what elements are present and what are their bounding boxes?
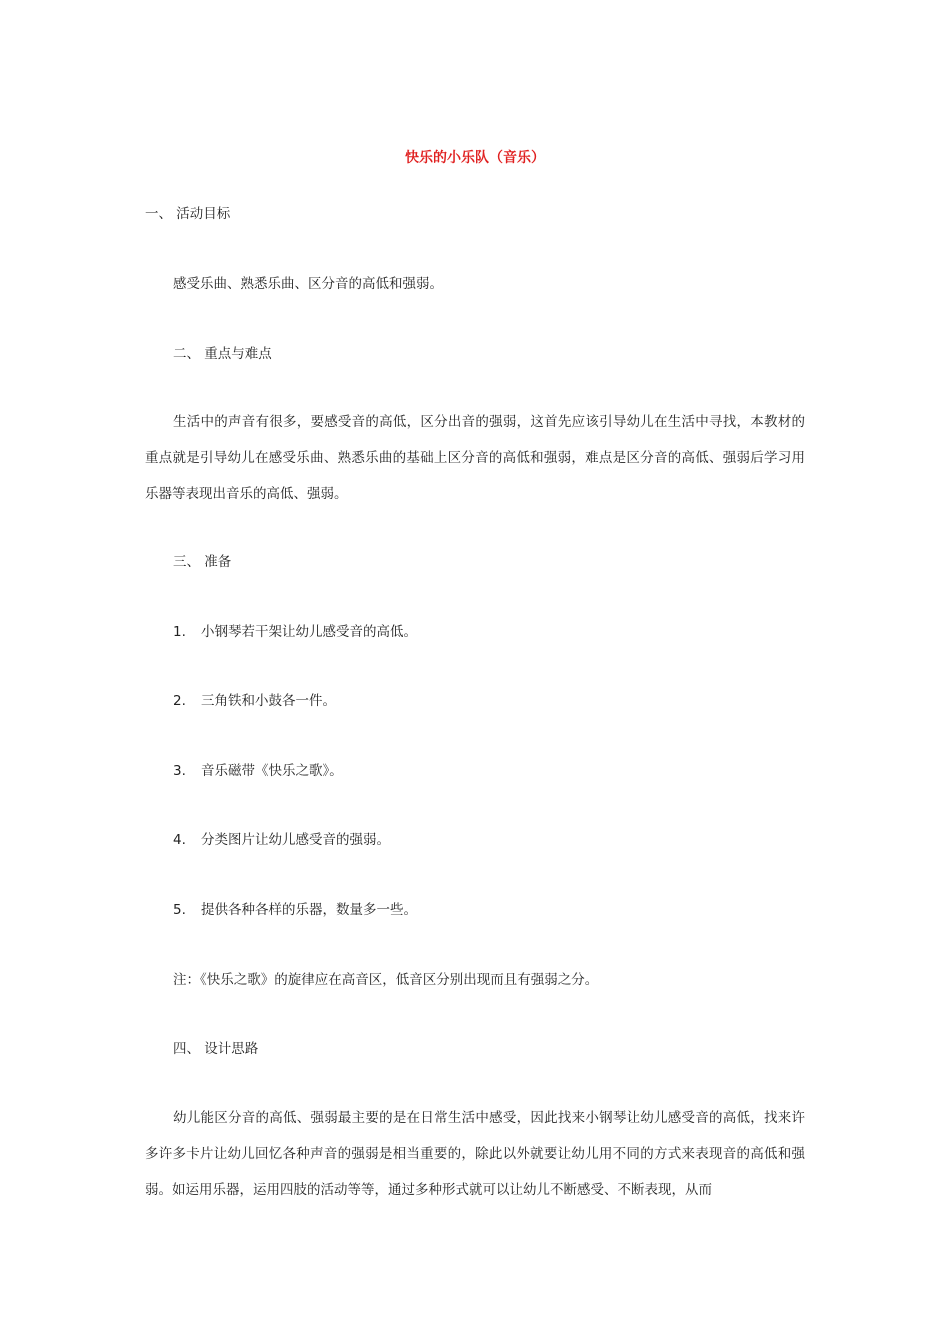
prep-item-2 bbox=[145, 683, 805, 719]
section4-heading: 四、 设计思路 bbox=[173, 1041, 259, 1057]
section3-heading: 三、 准备 bbox=[173, 554, 232, 570]
prep-item-4 bbox=[145, 822, 805, 858]
prep-item-number: 1. bbox=[173, 624, 186, 640]
prep-item-text: 音乐磁带《快乐之歌》。 bbox=[201, 763, 343, 779]
prep-item-number: 2. bbox=[173, 693, 186, 709]
prep-item-text: 分类图片让幼儿感受音的强弱。 bbox=[201, 832, 390, 848]
section2-heading: 二、 重点与难点 bbox=[173, 346, 272, 362]
prep-item-5 bbox=[145, 892, 805, 928]
prep-item-text: 提供各种各样的乐器，数量多一些。 bbox=[201, 902, 417, 918]
prep-item-text: 小钢琴若干架让幼儿感受音的高低。 bbox=[201, 624, 417, 640]
section1-heading: 一、 活动目标 bbox=[145, 206, 231, 222]
prep-item-text: 三角铁和小鼓各一件。 bbox=[201, 693, 336, 709]
prep-note: 注：《快乐之歌》的旋律应在高音区，低音区分别出现而且有强弱之分。 bbox=[173, 972, 599, 988]
section1-body: 感受乐曲、熟悉乐曲、区分音的高低和强弱。 bbox=[173, 276, 443, 292]
prep-item-number: 5. bbox=[173, 902, 186, 918]
section4-body: 幼儿能区分音的高低、强弱最主要的是在日常生活中感受，因此找来小钢琴让幼儿感受音的高低，找来许多许多卡片让幼儿回忆各种声音的强弱是相当重要的，除此以外就要让幼儿用不同的方式来表现音的高低和强弱。如运用乐器，运用四肢的活动等等，通过多种形式就可以让幼儿不断感受、不断表现，从而 bbox=[145, 1110, 805, 1198]
prep-item-1 bbox=[145, 614, 805, 650]
prep-item-number: 4. bbox=[173, 832, 186, 848]
section2-body: 生活中的声音有很多，要感受音的高低，区分出音的强弱，这首先应该引导幼儿在生活中寻找，本教材的重点就是引导幼儿在感受乐曲、熟悉乐曲的基础上区分音的高低和强弱，难点是区分音的高低、强弱后学习用乐器等表现出音乐的高低、强弱。 bbox=[145, 414, 805, 502]
document-title: 快乐的小乐队（音乐） bbox=[405, 150, 545, 166]
prep-item-3 bbox=[145, 753, 805, 789]
prep-item-number: 3. bbox=[173, 763, 186, 779]
